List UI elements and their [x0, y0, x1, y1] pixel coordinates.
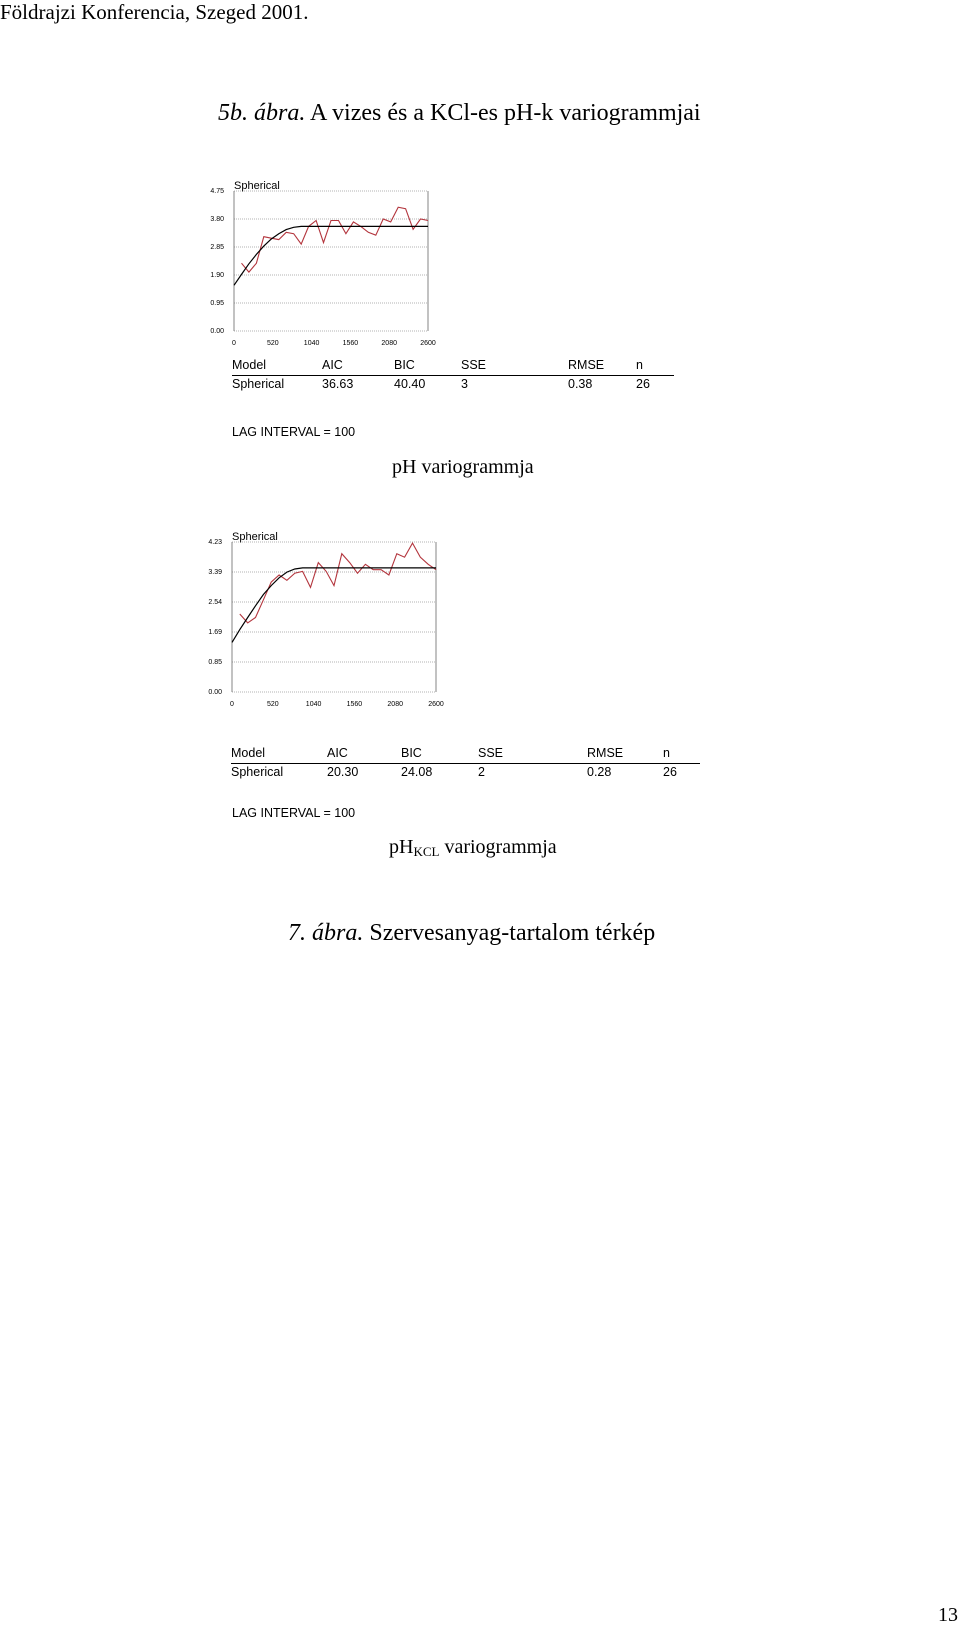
y-tick-label: 2.54 — [208, 599, 222, 606]
x-tick-label: 2080 — [381, 340, 397, 347]
running-header: Földrajzi Konferencia, Szeged 2001. — [0, 0, 309, 24]
figure-7-caption — [288, 920, 655, 947]
chart-1-model-label: Spherical — [234, 180, 280, 192]
y-tick-label: 0.00 — [210, 328, 224, 335]
stats-table-1 — [232, 357, 674, 394]
variogram-chart-2 — [192, 525, 442, 715]
lag-interval-2: LAG INTERVAL = 100 — [232, 806, 356, 820]
figure-7-title: Szervesanyag-tartalom térkép — [369, 920, 656, 946]
x-tick-label: 2600 — [420, 340, 436, 347]
stats-row — [232, 376, 674, 394]
stats-row — [231, 764, 700, 782]
y-tick-label: 2.85 — [210, 244, 224, 251]
page-number: 13 — [938, 1604, 958, 1626]
stats-sse: 3 — [461, 377, 468, 391]
stats-bic: 40.40 — [394, 377, 426, 391]
x-tick-label: 0 — [232, 340, 236, 347]
stats-aic: 20.30 — [327, 765, 359, 779]
stats-model: Spherical — [231, 765, 284, 779]
stats-sse: 2 — [478, 765, 485, 779]
figure-5b-number: 5b. ábra. — [218, 100, 306, 126]
x-tick-label: 1040 — [303, 340, 320, 347]
y-tick-label: 0.00 — [208, 689, 222, 696]
stats-header-bic: BIC — [394, 358, 415, 372]
figure-7-number: 7. ábra. — [288, 920, 364, 946]
stats-model: Spherical — [232, 377, 285, 391]
stats-header-row — [232, 357, 674, 376]
y-tick-label: 1.90 — [210, 272, 224, 279]
stats-header-rmse: RMSE — [587, 746, 624, 760]
stats-header-sse: SSE — [478, 746, 504, 760]
stats-header-model: Model — [232, 358, 267, 372]
y-tick-label: 3.39 — [208, 569, 222, 576]
stats-header-sse: SSE — [461, 358, 487, 372]
stats-rmse: 0.38 — [568, 377, 593, 391]
y-tick-label: 3.80 — [210, 216, 224, 223]
figure-5b-caption — [218, 100, 701, 127]
spherical-model-line — [232, 568, 436, 643]
figure-5b-title: A vizes és a KCl-es pH-k variogrammjai — [310, 100, 701, 126]
stats-bic: 24.08 — [401, 765, 433, 779]
x-tick-label: 2080 — [387, 701, 403, 708]
lag-interval-1: LAG INTERVAL = 100 — [232, 425, 356, 439]
y-tick-label: 0.85 — [208, 659, 222, 666]
stats-table-2 — [231, 745, 700, 782]
stats-header-row — [231, 745, 700, 764]
y-tick-label: 4.23 — [208, 539, 222, 546]
spherical-model-line — [234, 226, 428, 285]
experimental-variogram-line — [242, 207, 429, 272]
x-tick-label: 1560 — [346, 701, 363, 708]
stats-header-aic: AIC — [322, 358, 343, 372]
x-tick-label: 2600 — [428, 701, 444, 708]
stats-header-n: n — [636, 358, 643, 372]
x-tick-label: 0 — [230, 701, 234, 708]
experimental-variogram-line — [240, 543, 436, 623]
x-tick-label: 1040 — [305, 701, 322, 708]
chart-2-model-label: Spherical — [232, 531, 278, 543]
figure-caption-phkcl-rest: variogrammja — [439, 836, 557, 858]
stats-header-model: Model — [231, 746, 266, 760]
stats-aic: 36.63 — [322, 377, 354, 391]
figure-caption-phkcl — [389, 836, 557, 860]
y-tick-label: 0.95 — [210, 300, 224, 307]
x-tick-label: 1560 — [342, 340, 359, 347]
variogram-chart-1 — [200, 165, 436, 350]
figure-caption-ph: pH variogrammja — [392, 456, 534, 478]
x-tick-label: 520 — [266, 340, 279, 347]
figure-caption-phkcl-sub: KCL — [413, 844, 440, 859]
stats-header-bic: BIC — [401, 746, 422, 760]
stats-n: 26 — [663, 765, 677, 779]
y-tick-label: 4.75 — [210, 188, 224, 195]
stats-rmse: 0.28 — [587, 765, 612, 779]
stats-header-rmse: RMSE — [568, 358, 605, 372]
x-tick-label: 520 — [266, 701, 279, 708]
stats-header-aic: AIC — [327, 746, 348, 760]
stats-header-n: n — [663, 746, 670, 760]
figure-caption-phkcl-main: pH — [389, 836, 414, 858]
y-tick-label: 1.69 — [208, 629, 222, 636]
stats-n: 26 — [636, 377, 650, 391]
